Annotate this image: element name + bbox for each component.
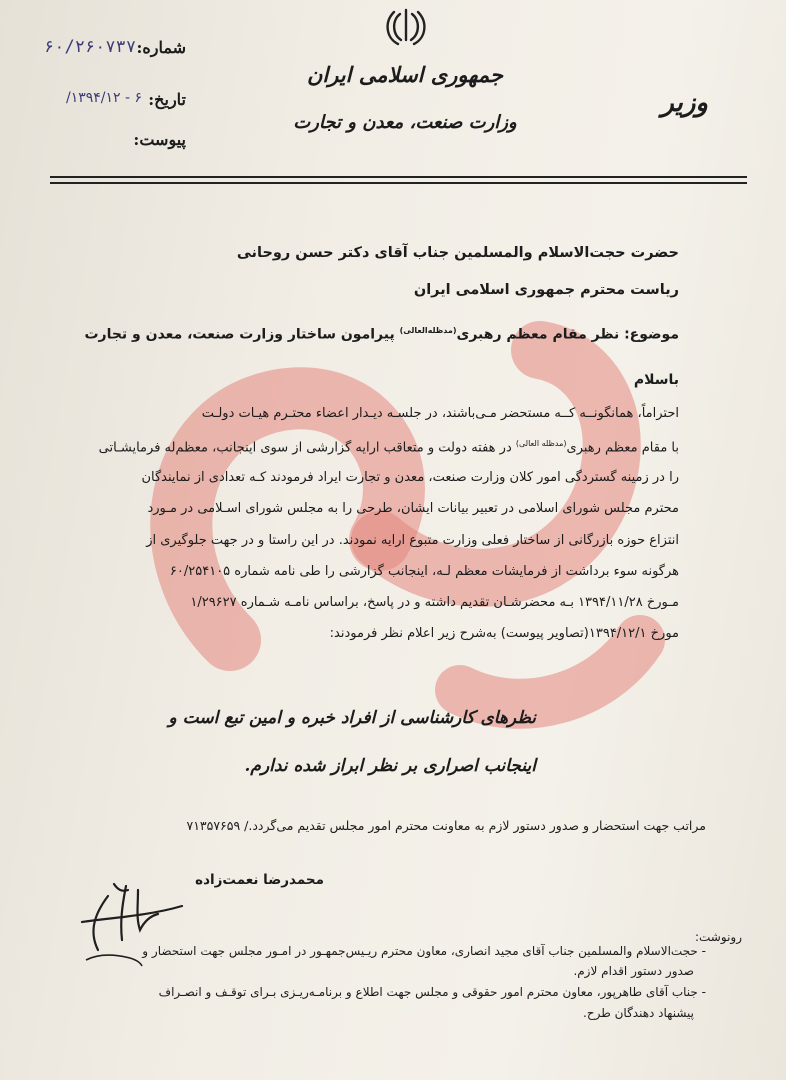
subject-prefix: موضوع: نظر مقام معظم رهبری xyxy=(456,326,679,343)
body-honorific: (مدظله العالی) xyxy=(515,439,567,448)
header-rule-top xyxy=(50,176,747,178)
minister-title: وزیر xyxy=(661,88,708,118)
body-line-2-suffix: در هفته دولت و متعاقب ارایه گزارشی از سوی اینجانب، معظم‌له فرمایشـاتی xyxy=(98,440,512,456)
subject-honorific: (مدظله‌العالی) xyxy=(399,326,457,335)
recipient-line-1: حضرت حجت‌الاسلام والمسلمین جناب آقای دکتر حسن روحانی xyxy=(236,245,679,261)
cc-item-1-line-1: - حجت‌الاسلام والمسلمین جناب آقای مجید انصاری، معاون محترم ریـیس‌جمهـور در امـور مجلس جهت استحضار و xyxy=(142,944,706,958)
greeting: باسلام xyxy=(633,372,679,388)
cc-item-2-line-2: پیشنهاد دهندگان طرح. xyxy=(583,1006,694,1020)
quote-line-2: اینجانب اصراری بر نظر ابراز شده ندارم. xyxy=(244,756,536,776)
body-line-2-prefix: با مقام معظم رهبری xyxy=(566,440,679,456)
pen-scribble xyxy=(84,946,144,970)
body-line-1: احتراماً، همانگونــه کــه مستحضر مـی‌باشند، در جلسـه دیـدار اعضاء محتـرم هیـات دولـت xyxy=(201,406,679,421)
body-line-6: هرگونه سوء برداشت از فرمایشات معظم لـه، اینجانب گزارشی را طی نامه شماره ۶۰/۲۵۴۱۰۵ xyxy=(169,564,679,579)
header-rule-bottom xyxy=(50,182,747,184)
body-line-8: مورخ ۱۳۹۴/۱۲/۱(تصاویر پیوست) به‌شرح زیر اعلام نظر فرمودند: xyxy=(329,626,679,641)
body-line-7: مـورخ ۱۳۹۴/۱۱/۲۸ بـه محضرشـان تقدیم داشته و در پاسخ، براساس نامـه شـماره ۱/۲۹۶۲۷ xyxy=(190,595,679,610)
cc-label: رونوشت: xyxy=(694,930,742,944)
body-line-4: محترم مجلس شورای اسلامی در تعبیر بیانات ایشان، طرحی را به مجلس شورای اسـلامی در مـورد xyxy=(147,501,679,516)
cc-item-1-line-2: صدور دستور اقدام لازم. xyxy=(573,964,694,978)
ministry-title: وزارت صنعت، معدن و تجارت xyxy=(293,112,517,133)
number-label: شماره: xyxy=(136,38,186,57)
republic-title: جمهوری اسلامی ایران xyxy=(306,62,504,87)
letter-date: ۶ - ۱۳۹۴/۱۲/ xyxy=(66,90,143,106)
attachment-label: پیوست: xyxy=(133,130,186,149)
recipient-line-2: ریاست محترم جمهوری اسلامی ایران xyxy=(413,282,679,298)
subject-line xyxy=(84,326,679,343)
letter-number: ۶۰/۲۶۰۷۳۷ xyxy=(44,37,137,57)
signer-name: محمدرضا نعمت‌زاده xyxy=(195,872,324,888)
date-label: تاریخ: xyxy=(148,90,186,109)
subject-suffix: پیرامون ساختار وزارت صنعت، معدن و تجارت xyxy=(84,326,395,343)
cc-item-2-line-1: - جناب آقای طاهرپور، معاون محترم امور حقوقی و مجلس جهت اطلاع و برنامـه‌ریـزی بـرای توقـف و انصـراف xyxy=(158,985,706,999)
body-line-5: انتزاع حوزه بازرگانی از ساختار فعلی وزارت متبوع ارایه نمودند. در این راستا و در جهت جلوگیری از xyxy=(146,533,679,548)
closing-line: مراتب جهت استحضار و صدور دستور لازم به معاونت محترم امور مجلس تقدیم می‌گردد./ ۷۱۳۵۷۶۵۹ xyxy=(186,818,706,833)
iran-emblem-icon xyxy=(382,6,430,46)
body-line-2 xyxy=(99,439,679,455)
quote-line-1: نظرهای کارشناسی از افراد خبره و امین تبع است و xyxy=(168,708,536,728)
body-line-3: را در زمینه گستردگی امور کلان وزارت صنعت، معدن و تجارت ایراد فرمودند کـه تعدادی از نمایندگان xyxy=(141,470,679,485)
